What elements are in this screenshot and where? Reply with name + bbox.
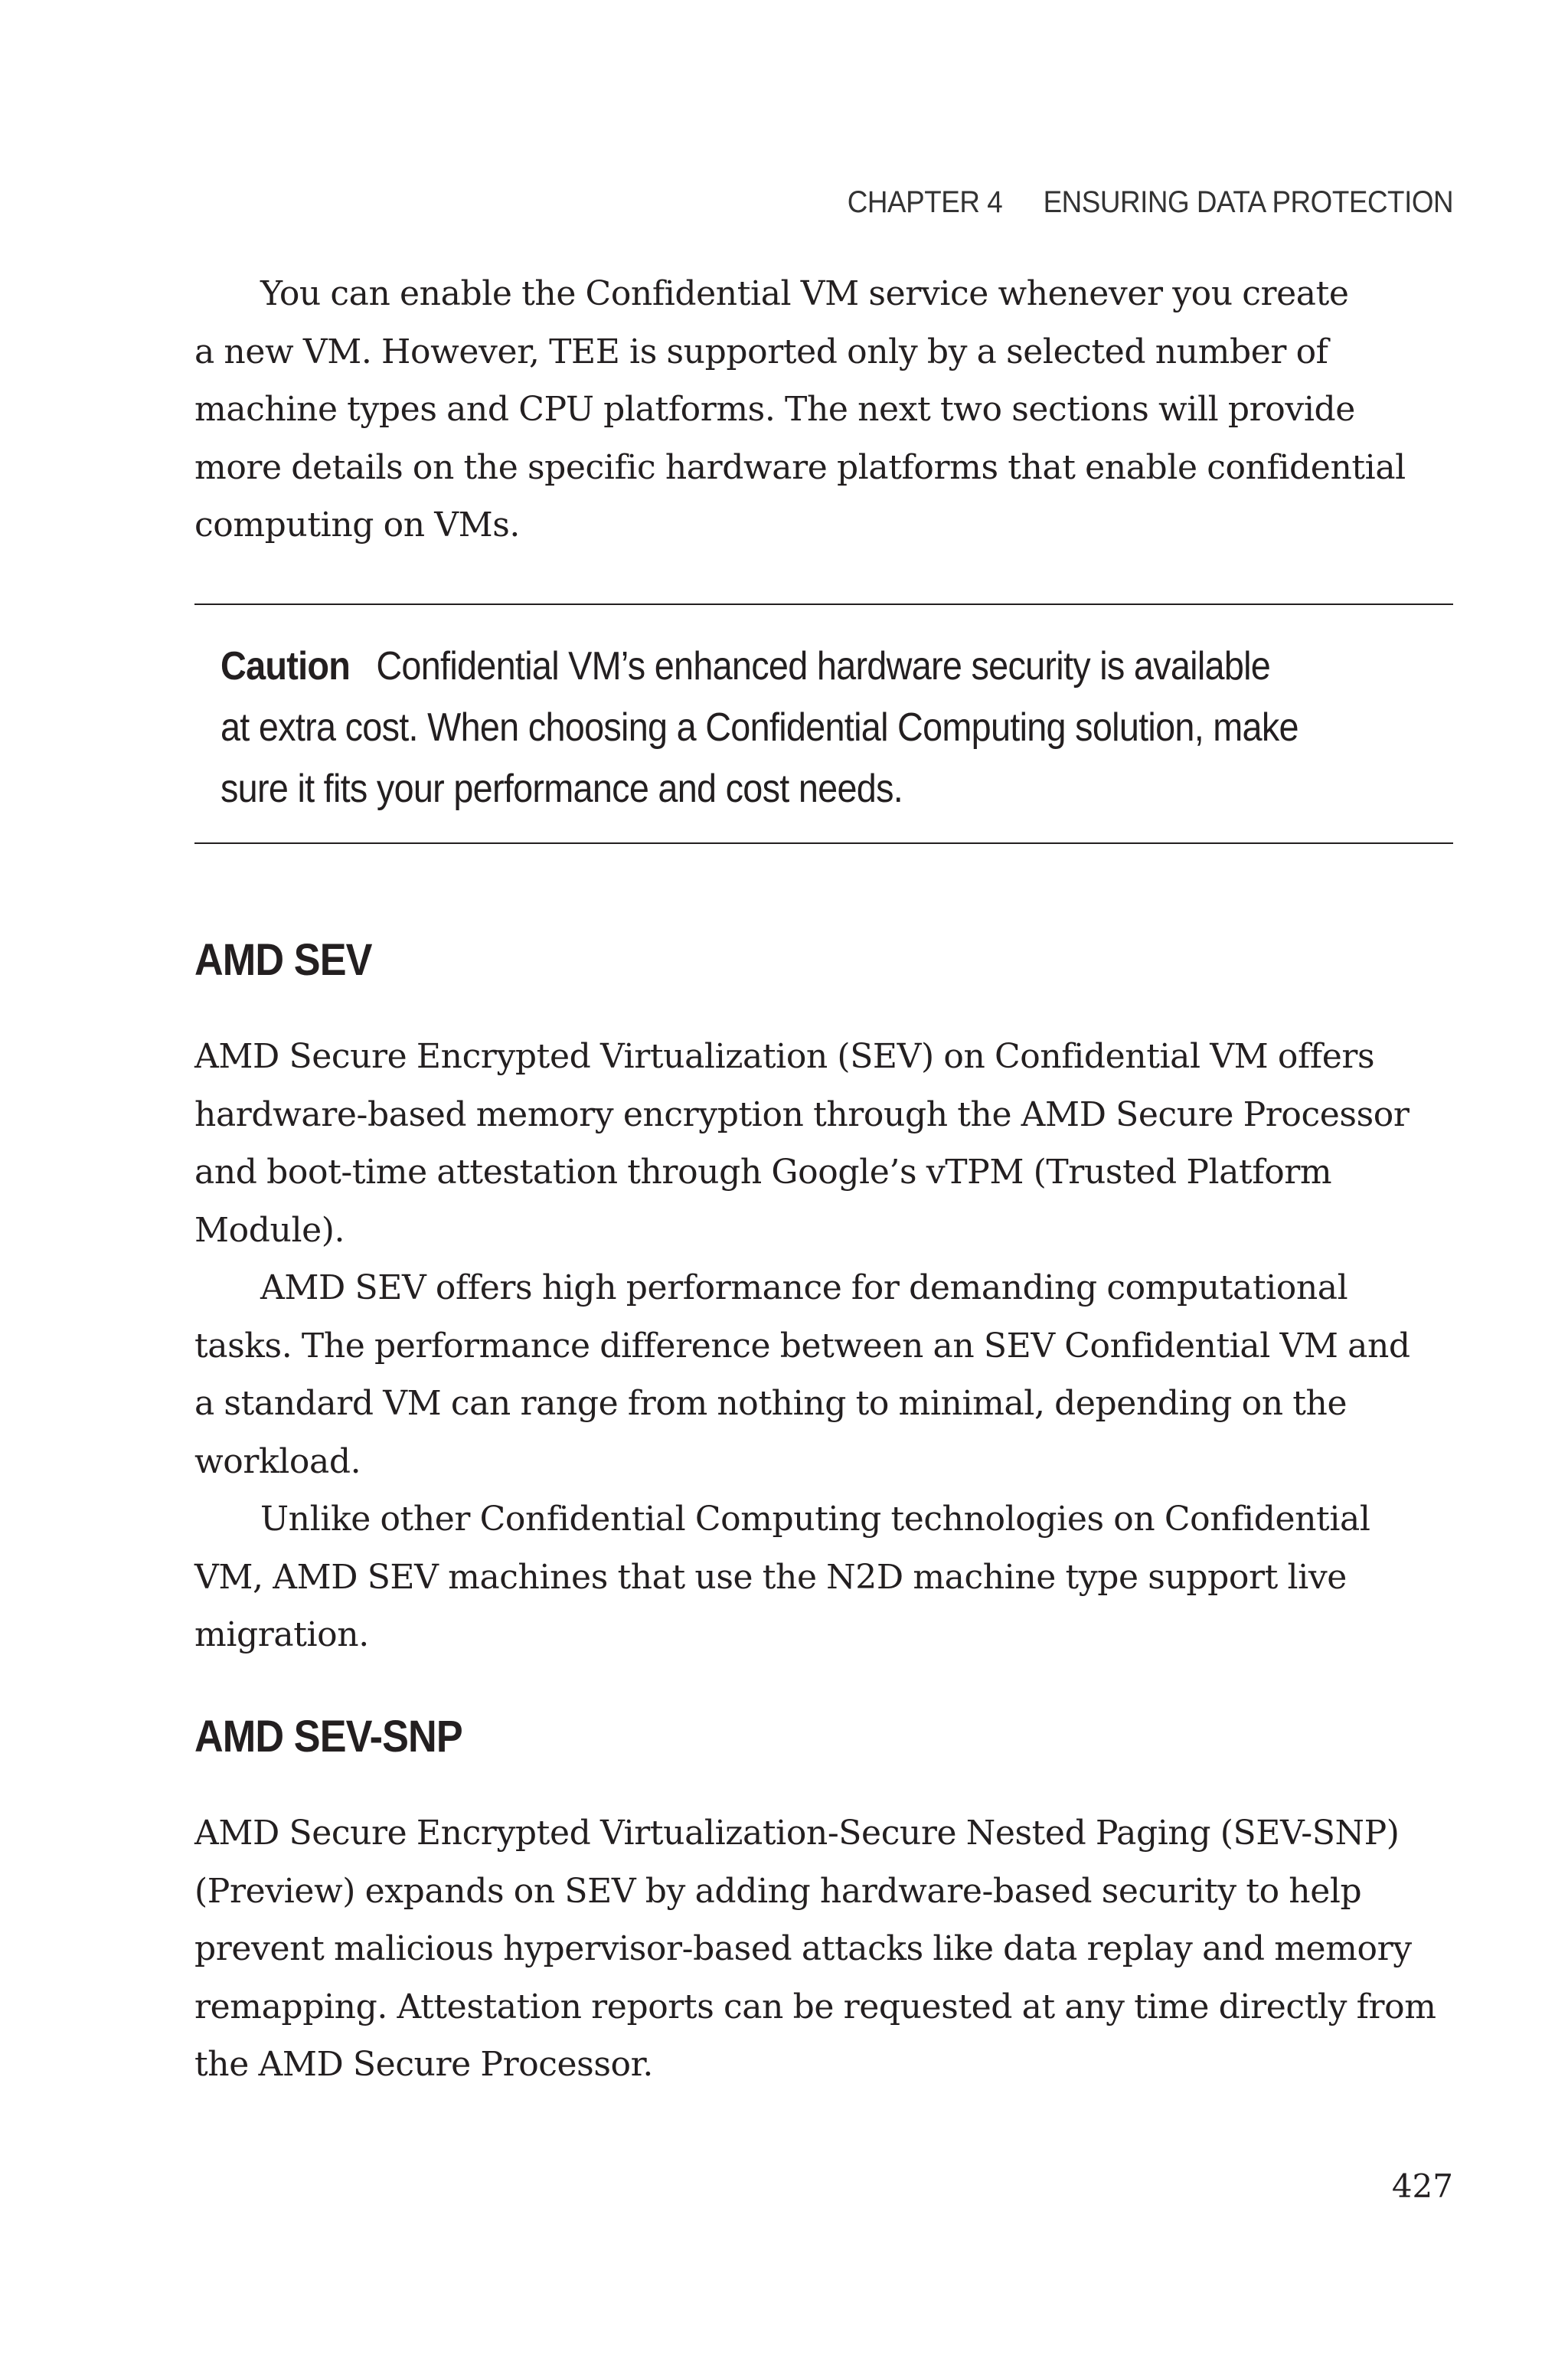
paragraph-line: (Preview) expands on SEV by adding hardware-based security to help xyxy=(194,1871,1362,1911)
caution-line: at extra cost. When choosing a Confidential Computing solution, make xyxy=(220,705,1298,750)
paragraph-line: hardware-based memory encryption through the AMD Secure Processor xyxy=(194,1094,1410,1134)
paragraph-line: a standard VM can range from nothing to minimal, depending on the xyxy=(194,1384,1348,1423)
paragraph-line: VM, AMD SEV machines that use the N2D machine type support live xyxy=(194,1557,1347,1597)
caution-text xyxy=(220,636,1298,819)
amd-sev-paragraph-1 xyxy=(194,1028,1453,1259)
intro-paragraph xyxy=(194,265,1453,554)
paragraph-line: workload. xyxy=(194,1441,361,1481)
caution-line: Confidential VM’s enhanced hardware security is available xyxy=(376,644,1271,689)
intro-line: more details on the specific hardware platforms that enable confidential xyxy=(194,447,1406,487)
paragraph-line: Unlike other Confidential Computing technologies on Confidential xyxy=(260,1500,1370,1539)
intro-line: You can enable the Confidential VM service whenever you create xyxy=(260,274,1349,313)
paragraph-line: migration. xyxy=(194,1615,369,1654)
paragraph-line: and boot-time attestation through Google’s vTPM (Trusted Platform xyxy=(194,1153,1332,1192)
paragraph-line: AMD Secure Encrypted Virtualization (SEV) on Confidential VM offers xyxy=(194,1037,1375,1076)
running-head xyxy=(848,185,1453,220)
section-heading-amd-sev-snp: AMD SEV-SNP xyxy=(194,1712,462,1761)
intro-line: machine types and CPU platforms. The next two sections will provide xyxy=(194,390,1355,429)
paragraph-line: the AMD Secure Processor. xyxy=(194,2045,654,2084)
paragraph-line: tasks. The performance difference between an SEV Confidential VM and xyxy=(194,1326,1410,1366)
paragraph-line: remapping. Attestation reports can be requested at any time directly from xyxy=(194,1987,1436,2026)
section-heading-amd-sev: AMD SEV xyxy=(194,935,372,985)
caution-line: sure it fits your performance and cost needs. xyxy=(220,767,903,811)
amd-sev-paragraph-2 xyxy=(194,1259,1453,1490)
paragraph-line: AMD SEV offers high performance for demanding computational xyxy=(260,1268,1348,1307)
paragraph-line: Module). xyxy=(194,1210,345,1250)
caution-box xyxy=(194,603,1453,844)
amd-sev-paragraphs xyxy=(194,1028,1453,1664)
paragraph-line: prevent malicious hypervisor-based attacks like data replay and memory xyxy=(194,1929,1412,1968)
amd-sev-paragraph-3 xyxy=(194,1490,1453,1664)
caution-label: Caution xyxy=(220,644,351,689)
intro-line: a new VM. However, TEE is supported only by a selected number of xyxy=(194,332,1328,371)
page-number: 427 xyxy=(1391,2167,1453,2205)
amd-sev-snp-paragraph-1 xyxy=(194,1804,1453,2094)
paragraph-line: AMD Secure Encrypted Virtualization-Secure Nested Paging (SEV-SNP) xyxy=(194,1814,1400,1853)
amd-sev-snp-paragraphs xyxy=(194,1804,1453,2094)
running-head-chapter: CHAPTER 4 xyxy=(847,185,1003,219)
running-head-title: ENSURING DATA PROTECTION xyxy=(1043,185,1453,219)
intro-line: computing on VMs. xyxy=(194,505,521,545)
